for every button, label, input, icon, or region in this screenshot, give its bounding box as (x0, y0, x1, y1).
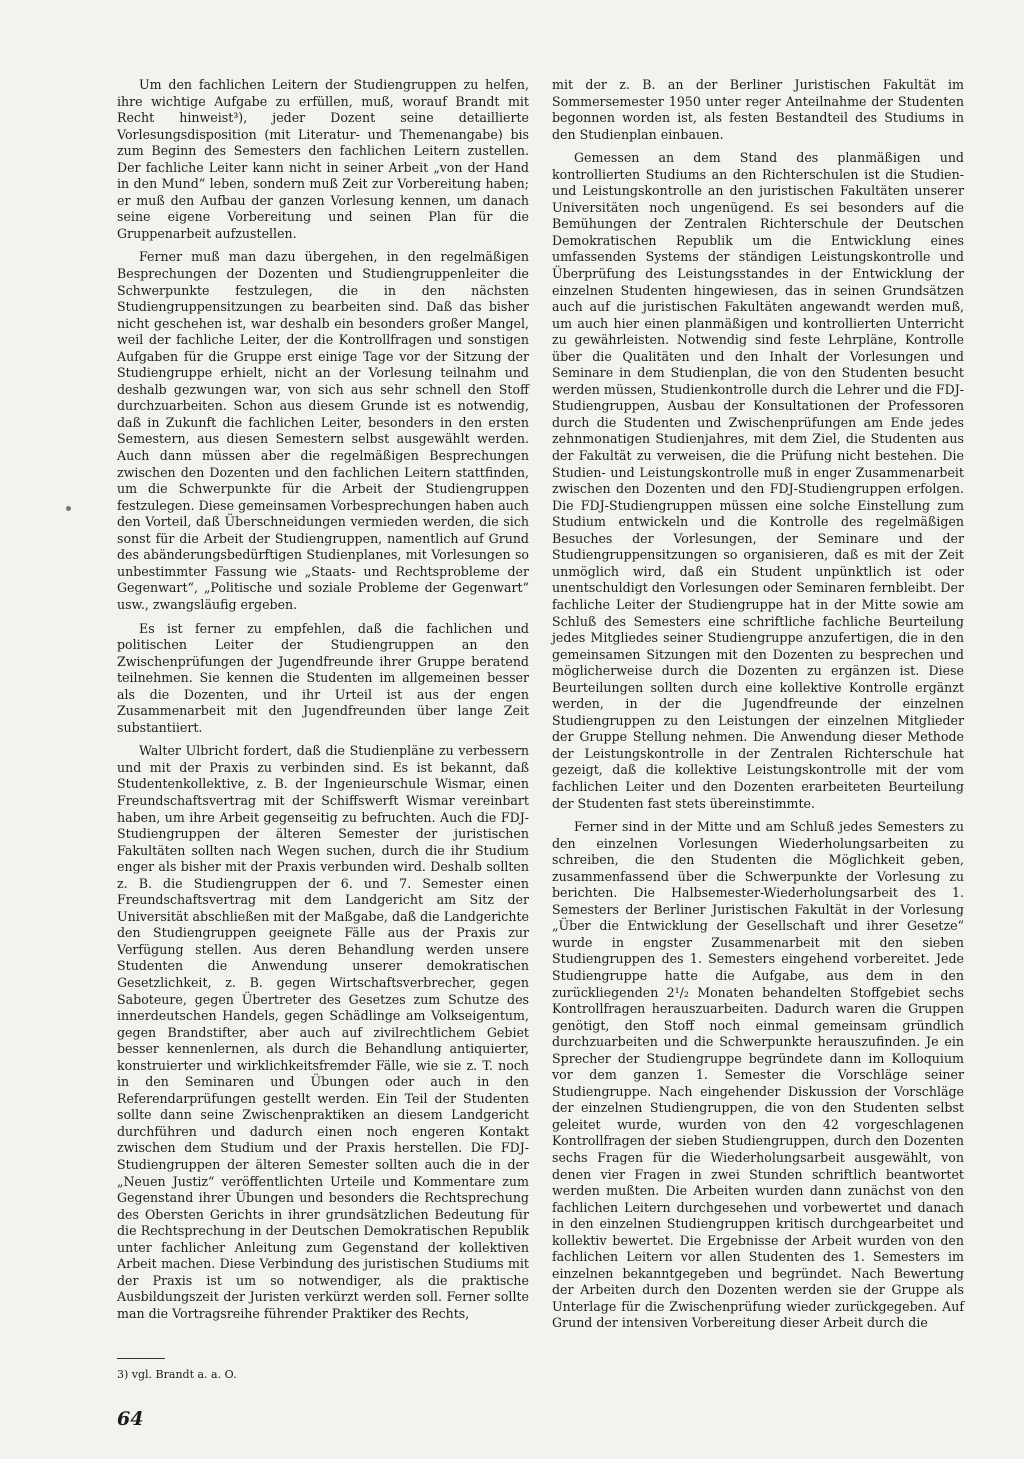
footnote-rule (117, 1358, 165, 1359)
paragraph: Um den fachlichen Leitern der Studiengruppen zu helfen, ihre wichtige Aufgabe zu erfüllen, muß, worauf Brandt mit Recht hinweist³), jeder Dozent seine detaillierte Vorlesungsdisposition (mit Literatur- und Themenangabe) bis zum Beginn des Semesters den fachlichen Leitern zustellen. Der fachliche Leiter kann nicht in seiner Arbeit „von der Hand in den Mund“ leben, sondern muß Zeit zur Vorbereitung haben; er muß den Aufbau der ganzen Vorlesung kennen, um danach seine eigene Vorbereitung und seinen Plan für die Gruppenarbeit aufzustellen. (117, 77, 529, 241)
paragraph: Es ist ferner zu empfehlen, daß die fachlichen und politischen Leiter der Studiengruppen an den Zwischenprüfungen der Jugendfreunde ihrer Gruppe beratend teilnehmen. Sie kennen die Studenten im allgemeinen besser als die Dozenten, und ihr Urteil ist aus der engen Zusammenarbeit mit den Jugendfreunden über lange Zeit substantiiert. (117, 620, 529, 735)
margin-mark (66, 506, 71, 511)
right-column (552, 77, 964, 1339)
paragraph: mit der z. B. an der Berliner Juristischen Fakultät im Sommersemester 1950 unter reger Anteilnahme der Studenten begonnen worden ist, als festen Bestandteil des Studiums in den Studienplan einbauen. (552, 77, 964, 142)
footnote: 3) vgl. Brandt a. a. O. (117, 1368, 237, 1381)
left-column (117, 77, 529, 1329)
page-number: 64 (117, 1408, 144, 1430)
paragraph: Walter Ulbricht fordert, daß die Studienpläne zu verbessern und mit der Praxis zu verbinden sind. Es ist bekannt, daß Studentenkollektive, z. B. der Ingenieurschule Wismar, einen Freundschaftsvertrag mit der Schiffswerft Wismar vereinbart haben, um ihre Arbeit gegenseitig zu befruchten. Auch die FDJ-Studiengruppen der älteren Semester der juristischen Fakultäten sollten nach Wegen suchen, durch die ihr Studium enger als bisher mit der Praxis verbunden wird. Deshalb sollten z. B. die Studiengruppen der 6. und 7. Semester einen Freundschaftsvertrag mit dem Landgericht am Sitz der Universität abschließen mit der Maßgabe, daß die Landgerichte den Studiengruppen geeignete Fälle aus der Praxis zur Verfügung stellen. Aus deren Behandlung werden unsere Studenten die Anwendung unserer demokratischen Gesetzlichkeit, z. B. gegen Wirtschaftsverbrecher, gegen Saboteure, gegen Übertreter des Gesetzes zum Schutze des innerdeutschen Handels, gegen Schädlinge am Volkseigentum, gegen Brandstifter, aber auch auf zivilrechtlichem Gebiet besser kennenlernen, als durch die Behandlung antiquierter, konstruierter und wirklichkeitsfremder Fälle, wie sie z. T. noch in den Seminaren und Übungen oder auch in den Referendarprüfungen gestellt werden. Ein Teil der Studenten sollte dann seine Zwischenpraktiken an diesem Landgericht durchführen und dadurch einen noch engeren Kontakt zwischen dem Studium und der Praxis herstellen. Die FDJ-Studiengruppen der älteren Semester sollten auch die in der „Neuen Justiz“ veröffentlichten Urteile und Kommentare zum Gegenstand ihrer Übungen und besonders die Rechtsprechung des Obersten Gerichts in ihrer grundsätzlichen Bedeutung für die Rechtsprechung in der Deutschen Demokratischen Republik unter fachlicher Anleitung zum Gegenstand der kollektiven Arbeit machen. Diese Verbindung des juristischen Studiums mit der Praxis ist um so notwendiger, als die praktische Ausbildungszeit der Juristen verkürzt werden soll. Ferner sollte man die Vortragsreihe führender Praktiker des Rechts, (117, 743, 529, 1321)
paragraph: Ferner muß man dazu übergehen, in den regelmäßigen Besprechungen der Dozenten und Studiengruppenleiter die Schwerpunkte festzulegen, die in den nächsten Studiengruppensitzungen zu bearbeiten sind. Daß das bisher nicht geschehen ist, war deshalb ein besonders großer Mangel, weil der fachliche Leiter, der die Kontrollfragen und sonstigen Aufgaben für die Gruppe erst einige Tage vor der Sitzung der Studiengruppe erhielt, nicht an der Vorlesung teilnahm und deshalb gezwungen war, von sich aus sehr schnell den Stoff durchzuarbeiten. Schon aus diesem Grunde ist es notwendig, daß in Zukunft die fachlichen Leiter, besonders in den ersten Semestern, aus diesen Semestern selbst ausgewählt werden. Auch dann müssen aber die regelmäßigen Besprechungen zwischen den Dozenten und den fachlichen Leitern stattfinden, um die Schwerpunkte für die Arbeit der Studiengruppen festzulegen. Diese gemeinsamen Vorbesprechungen haben auch den Vorteil, daß Überschneidungen vermieden werden, die sich sonst für die Arbeit der Studiengruppen, namentlich auf Grund des abänderungsbedürftigen Studienplanes, mit Vorlesungen so unbestimmter Fassung wie „Staats- und Rechtsprobleme der Gegenwart“, „Politische und soziale Probleme der Gegenwart“ usw., zwangsläufig ergeben. (117, 249, 529, 612)
paragraph: Gemessen an dem Stand des planmäßigen und kontrollierten Studiums an den Richterschulen ist die Studien- und Leistungskontrolle an den juristischen Fakultäten unserer Universitäten noch ungenügend. Es sei besonders auf die Bemühungen der Zentralen Richterschule der Deutschen Demokratischen Republik um die Entwicklung eines umfassenden Systems der ständigen Leistungskontrolle und Überprüfung des Leistungsstandes in der Entwicklung der einzelnen Studenten hingewiesen, das in seinen Grundsätzen auch auf die juristischen Fakultäten angewandt werden muß, um auch hier einen planmäßigen und kontrollierten Unterricht zu gewährleisten. Notwendig sind feste Lehrpläne, Kontrolle über die Qualitäten und den Inhalt der Vorlesungen und Seminare in dem Studienplan, die von den Studenten besucht werden müssen, Studienkontrolle durch die Lehrer und die FDJ-Studiengruppen, Ausbau der Konsultationen der Professoren durch die Studenten und Zwischenprüfungen am Ende jedes zehnmonatigen Studienjahres, mit dem Ziel, die Studenten aus der Fakultät zu verweisen, die die Prüfung nicht bestehen. Die Studien- und Leistungskontrolle muß in enger Zusammenarbeit zwischen den Dozenten und den FDJ-Studiengruppen erfolgen. Die FDJ-Studiengruppen müssen eine solche Einstellung zum Studium entwickeln und die Kontrolle des regelmäßigen Besuches der Vorlesungen, der Seminare und der Studiengruppensitzungen so organisieren, daß es mit der Zeit unmöglich wird, daß ein Student unpünktlich ist oder unentschuldigt den Vorlesungen oder Seminaren fernbleibt. Der fachliche Leiter der Studiengruppe hat in der Mitte sowie am Schluß des Semesters eine schriftliche fachliche Beurteilung jedes Mitgliedes seiner Studiengruppe anzufertigen, die in den gemeinsamen Sitzungen mit den Dozenten zu besprechen und möglicherweise durch die Dozenten zu ergänzen ist. Diese Beurteilungen sollten durch eine kollektive Kontrolle ergänzt werden, in der die Jugendfreunde der einzelnen Studiengruppen zu den Leistungen der einzelnen Mitglieder der Gruppe Stellung nehmen. Die Anwendung dieser Methode der Leistungskontrolle in der Zentralen Richterschule hat gezeigt, daß die kollektive Leistungskontrolle mit der vom fachlichen Leiter und den Dozenten erarbeiteten Beurteilung der Studenten fast stets übereinstimmte. (552, 150, 964, 811)
paragraph: Ferner sind in der Mitte und am Schluß jedes Semesters zu den einzelnen Vorlesungen Wiederholungsarbeiten zu schreiben, die den Studenten die Möglichkeit geben, zusammenfassend über die Schwerpunkte der Vorlesung zu berichten. Die Halbsemester-Wiederholungsarbeit des 1. Semesters der Berliner Juristischen Fakultät in der Vorlesung „Über die Entwicklung der Gesellschaft und ihrer Gesetze“ wurde in engster Zusammenarbeit mit den sieben Studiengruppen des 1. Semesters eingehend vorbereitet. Jede Studiengruppe hatte die Aufgabe, aus dem in den zurückliegenden 2¹/₂ Monaten behandelten Stoffgebiet sechs Kontrollfragen herauszuarbeiten. Dadurch waren die Gruppen genötigt, den Stoff noch einmal gemeinsam gründlich durchzuarbeiten und die Schwerpunkte herauszufinden. Je ein Sprecher der Studiengruppe begründete dann im Kolloquium vor dem ganzen 1. Semester die Vorschläge seiner Studiengruppe. Nach eingehender Diskussion der Vorschläge der einzelnen Studiengruppen, die von den Studenten selbst geleitet wurde, wurden von den 42 vorgeschlagenen Kontrollfragen der sieben Studiengruppen, durch den Dozenten sechs Fragen für die Wiederholungsarbeit ausgewählt, von denen vier Fragen in zwei Stunden schriftlich beantwortet werden mußten. Die Arbeiten wurden dann zunächst von den fachlichen Leitern durchgesehen und vorbewertet und danach in den einzelnen Studiengruppen kritisch durchgearbeitet und kollektiv bewertet. Die Ergebnisse der Arbeit wurden von den fachlichen Leitern vor allen Studenten des 1. Semesters im einzelnen bekanntgegeben und begründet. Nach Bewertung der Arbeiten durch den Dozenten werden sie der Gruppe als Unterlage für die Zwischenprüfung wieder zurückgegeben. Auf Grund der intensiven Vorbereitung dieser Arbeit durch die (552, 819, 964, 1331)
